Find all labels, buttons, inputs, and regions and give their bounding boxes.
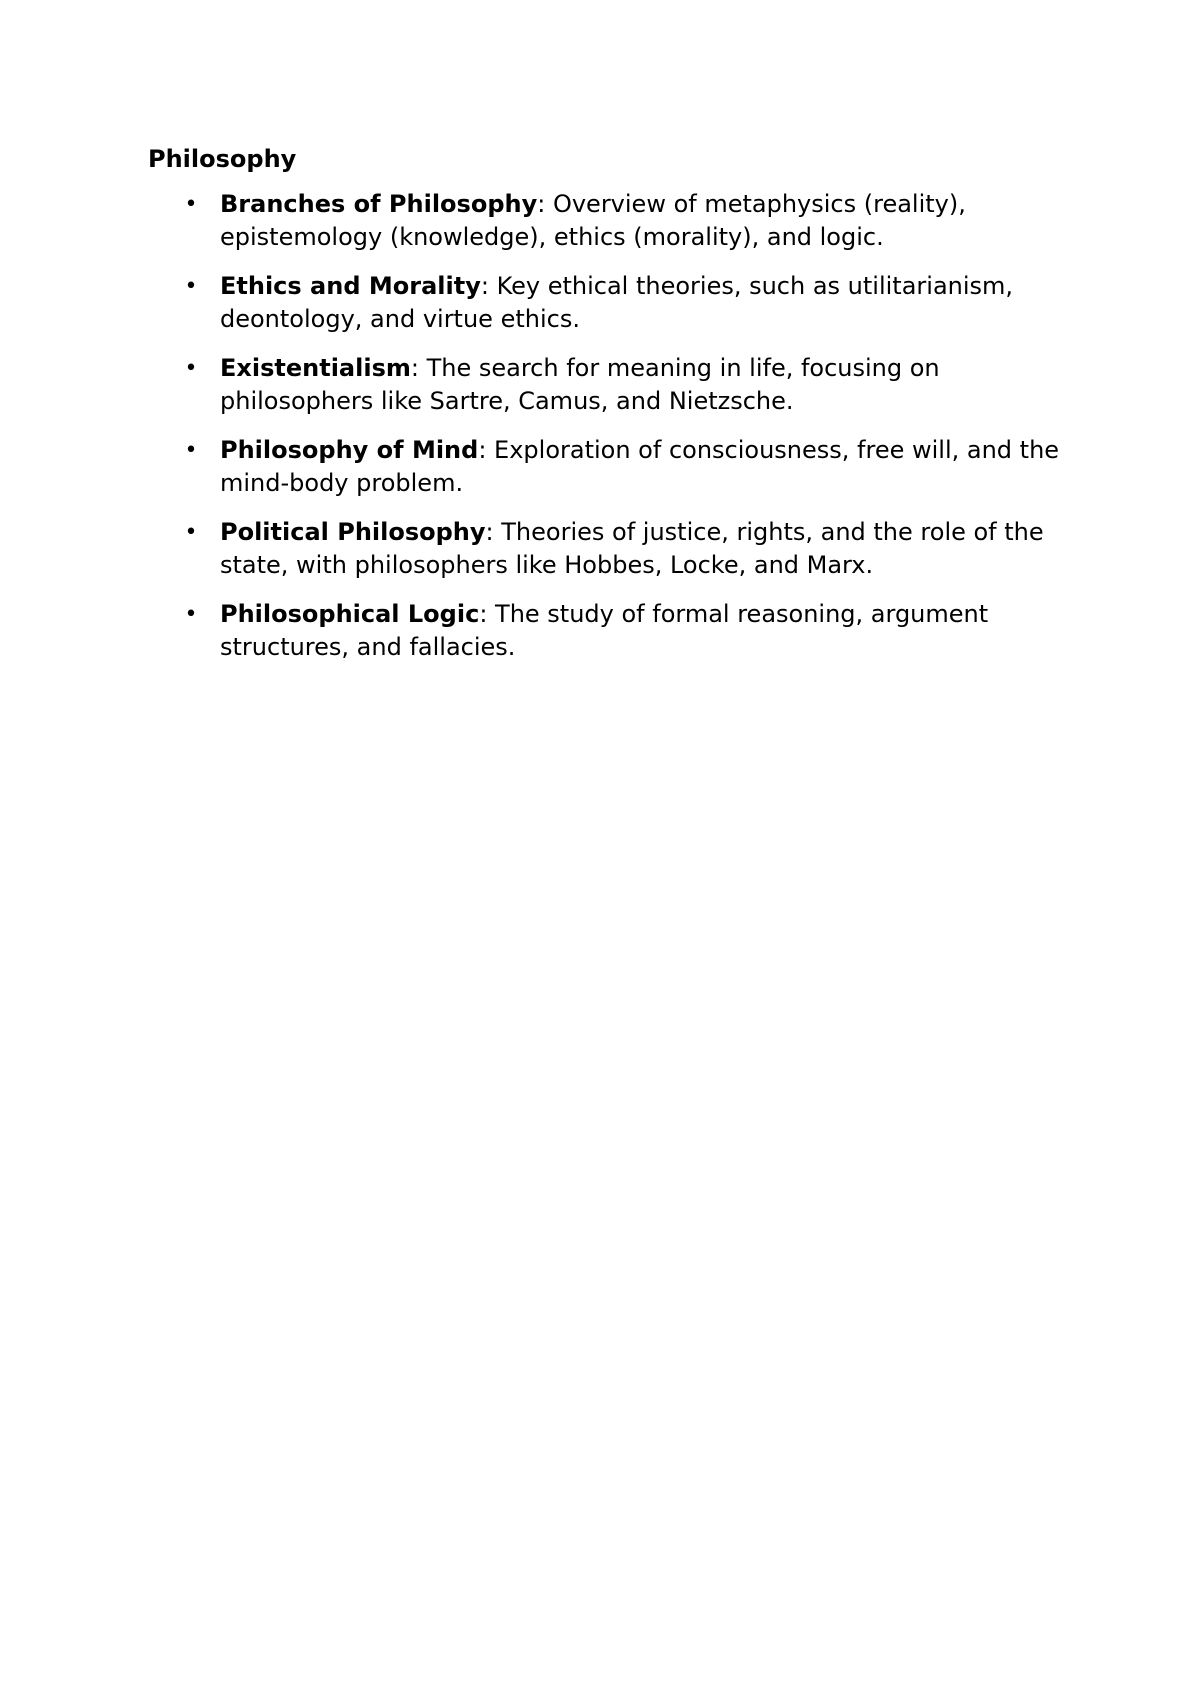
document-title: Philosophy [148, 145, 297, 173]
topic-description: Overview of metaphysics (reality), epistemology (knowledge), ethics (morality), and logic. [220, 190, 966, 251]
bullet-icon: • [184, 274, 198, 299]
bullet-icon: • [184, 192, 198, 217]
topic-term: Branches of Philosophy [220, 190, 538, 218]
topic-description: The search for meaning in life, focusing on philosophers like Sartre, Camus, and Nietzsche. [220, 354, 940, 415]
topic-term: Philosophy of Mind [220, 436, 479, 464]
topic-list [148, 188, 1068, 664]
list-item [148, 598, 1068, 664]
bullet-icon: • [184, 602, 198, 627]
topic-description: Exploration of consciousness, free will, and the mind-body problem. [220, 436, 1060, 497]
topic-term: Philosophical Logic [220, 600, 480, 628]
bullet-icon: • [184, 356, 198, 381]
term-separator: : [537, 190, 546, 218]
list-item [148, 352, 1068, 418]
term-separator: : [479, 600, 488, 628]
topic-description: Key ethical theories, such as utilitarianism, deontology, and virtue ethics. [220, 272, 1014, 333]
list-item [148, 434, 1068, 500]
bullet-icon: • [184, 438, 198, 463]
term-separator: : [480, 272, 489, 300]
list-item [148, 516, 1068, 582]
list-item [148, 188, 1068, 254]
topic-description: Theories of justice, rights, and the role of the state, with philosophers like Hobbes, Locke, and Marx. [220, 518, 1044, 579]
term-separator: : [485, 518, 494, 546]
topic-term: Existentialism [220, 354, 411, 382]
topic-term: Ethics and Morality [220, 272, 481, 300]
topic-term: Political Philosophy [220, 518, 486, 546]
document-body [148, 142, 1068, 680]
topic-description: The study of formal reasoning, argument structures, and fallacies. [220, 600, 989, 661]
list-item [148, 270, 1068, 336]
term-separator: : [410, 354, 419, 382]
bullet-icon: • [184, 520, 198, 545]
term-separator: : [478, 436, 487, 464]
